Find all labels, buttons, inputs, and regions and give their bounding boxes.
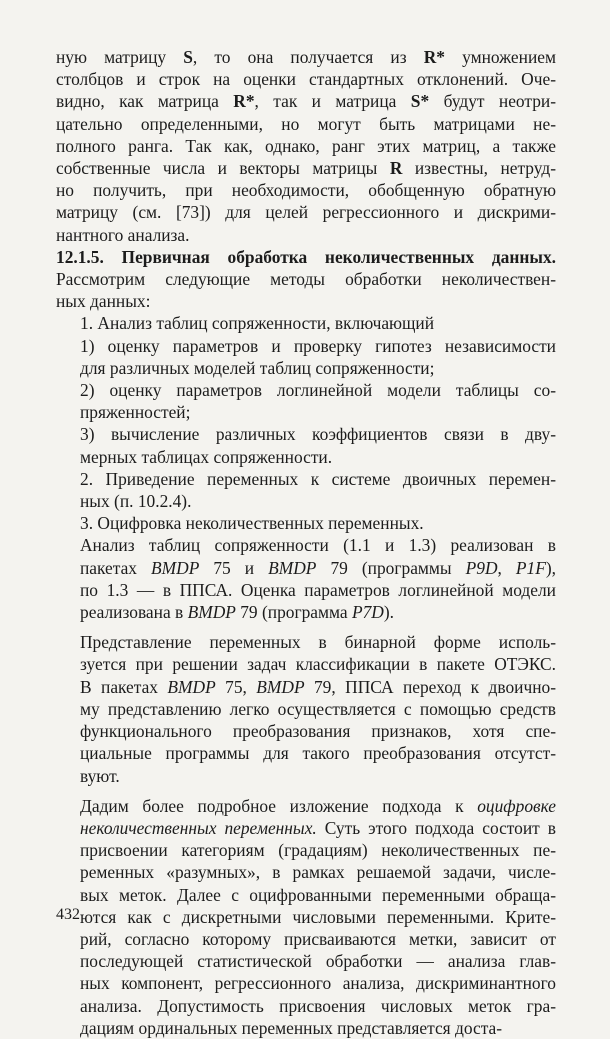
list-subitem-2 (56, 379, 556, 423)
text-line: столбцов и строк на оценки стандартных отклонений. Оче- (56, 69, 556, 90)
paragraph-digitization (56, 795, 556, 1039)
text-line: матрицу (см. [73]) для целей регрессионного и дискрими- (56, 202, 556, 223)
text-line: ных компонент, регрессионного анализа, дискриминантного (80, 973, 556, 994)
text-line: полного ранга. Так как, однако, ранг этих матриц, а также (56, 135, 556, 156)
text-line: ных (п. 10.2.4). (80, 491, 192, 512)
text-line: пакетах BMDP 75 и BMDP 79 (программы P9D, P1F), (80, 557, 557, 578)
text-line: по 1.3 — в ППСА. Оценка параметров логлинейной модели (80, 579, 556, 600)
text-flow (56, 46, 556, 1039)
text-line: неколичественных переменных. Суть этого подхода состоит в (80, 817, 556, 838)
section-heading: 12.1.5. Первичная обработка неколичественных данных. (56, 246, 556, 267)
text-line: вуют. (80, 765, 120, 786)
text-line: Анализ таблиц сопряженности (1.1 и 1.3) реализован в (80, 535, 556, 556)
text-line: ются как с дискретными числовыми переменными. Крите- (80, 906, 556, 927)
text-line: му представлению легко осуществляется с помощью средств (80, 698, 556, 719)
text-line: 1) оценку параметров и проверку гипотез независимости (80, 335, 556, 356)
text-line: ную матрицу S, то она получается из R* умножением (56, 47, 556, 67)
text-line: 2. Приведение переменных к системе двоичных перемен- (80, 468, 556, 489)
text-line: 2) оценку параметров логлинейной модели таблицы со- (80, 380, 556, 401)
text-line: анализа. Допустимость присвоения числовых меток гра- (80, 995, 556, 1016)
text-line: Представление переменных в бинарной форме исполь- (80, 632, 556, 653)
text-line: собственные числа и векторы матрицы R известны, нетруд- (56, 158, 556, 179)
text-line: Рассмотрим следующие методы обработки неколичествен- (56, 269, 556, 290)
text-line (56, 246, 556, 268)
text-line: функционального преобразования признаков, хотя спе- (80, 721, 556, 742)
list-item-3 (56, 512, 556, 534)
text-line: присвоении категориям (градациям) неколичественных пе- (80, 840, 556, 861)
text-line: ременных «разумных», в рамках решаемой задачи, числе- (80, 862, 556, 883)
text-line: 3. Оцифровка неколичественных переменных. (80, 513, 424, 534)
text-line: зуется при решении задач классификации в пакете ОТЭКС. (80, 654, 556, 675)
text-line: вых меток. Далее с оцифрованными переменными обраща- (80, 884, 556, 905)
paragraph-binary (56, 631, 556, 786)
text-line: дациям ординальных переменных представляется доста- (80, 1017, 503, 1038)
text-line: В пакетах BMDP 75, BMDP 79, ППСА переход к двоично- (80, 676, 557, 697)
text-line: циальные программы для такого преобразования отсутст- (80, 743, 556, 764)
text-line: 3) вычисление различных коэффициентов связи в дву- (80, 424, 556, 445)
text-line: но получить, при необходимости, обобщенную обратную (56, 180, 556, 201)
text-line: последующей статистической обработки — анализа глав- (80, 951, 556, 972)
text-line: Дадим более подробное изложение подхода к оцифровке (80, 795, 556, 816)
paragraph-packages (56, 534, 556, 623)
text-line: реализована в BMDP 79 (программа P7D). (80, 602, 395, 623)
text-line: мерных таблицах сопряженности. (80, 446, 333, 467)
page-number: 432 (56, 906, 80, 923)
section-12-1-5 (56, 246, 556, 313)
list-subitem-1 (56, 335, 556, 379)
paragraph-continuation (56, 46, 556, 246)
text-line: рий, согласно которому присваиваются метки, зависит от (80, 928, 556, 949)
list-subitem-3 (56, 423, 556, 467)
list-item-2 (56, 468, 556, 512)
text-line: пряженностей; (80, 402, 191, 423)
list-item-1 (56, 312, 556, 334)
text-line: видно, как матрица R*, так и матрица S* будут неотри- (56, 91, 556, 112)
text-line: цательно определенными, но могут быть матрицами не- (56, 113, 556, 134)
text-line: 1. Анализ таблиц сопряженности, включающий (80, 313, 435, 334)
text-line: ных данных: (56, 291, 151, 312)
text-line: для различных моделей таблиц сопряженности; (80, 357, 435, 378)
text-line: нантного анализа. (56, 224, 190, 245)
